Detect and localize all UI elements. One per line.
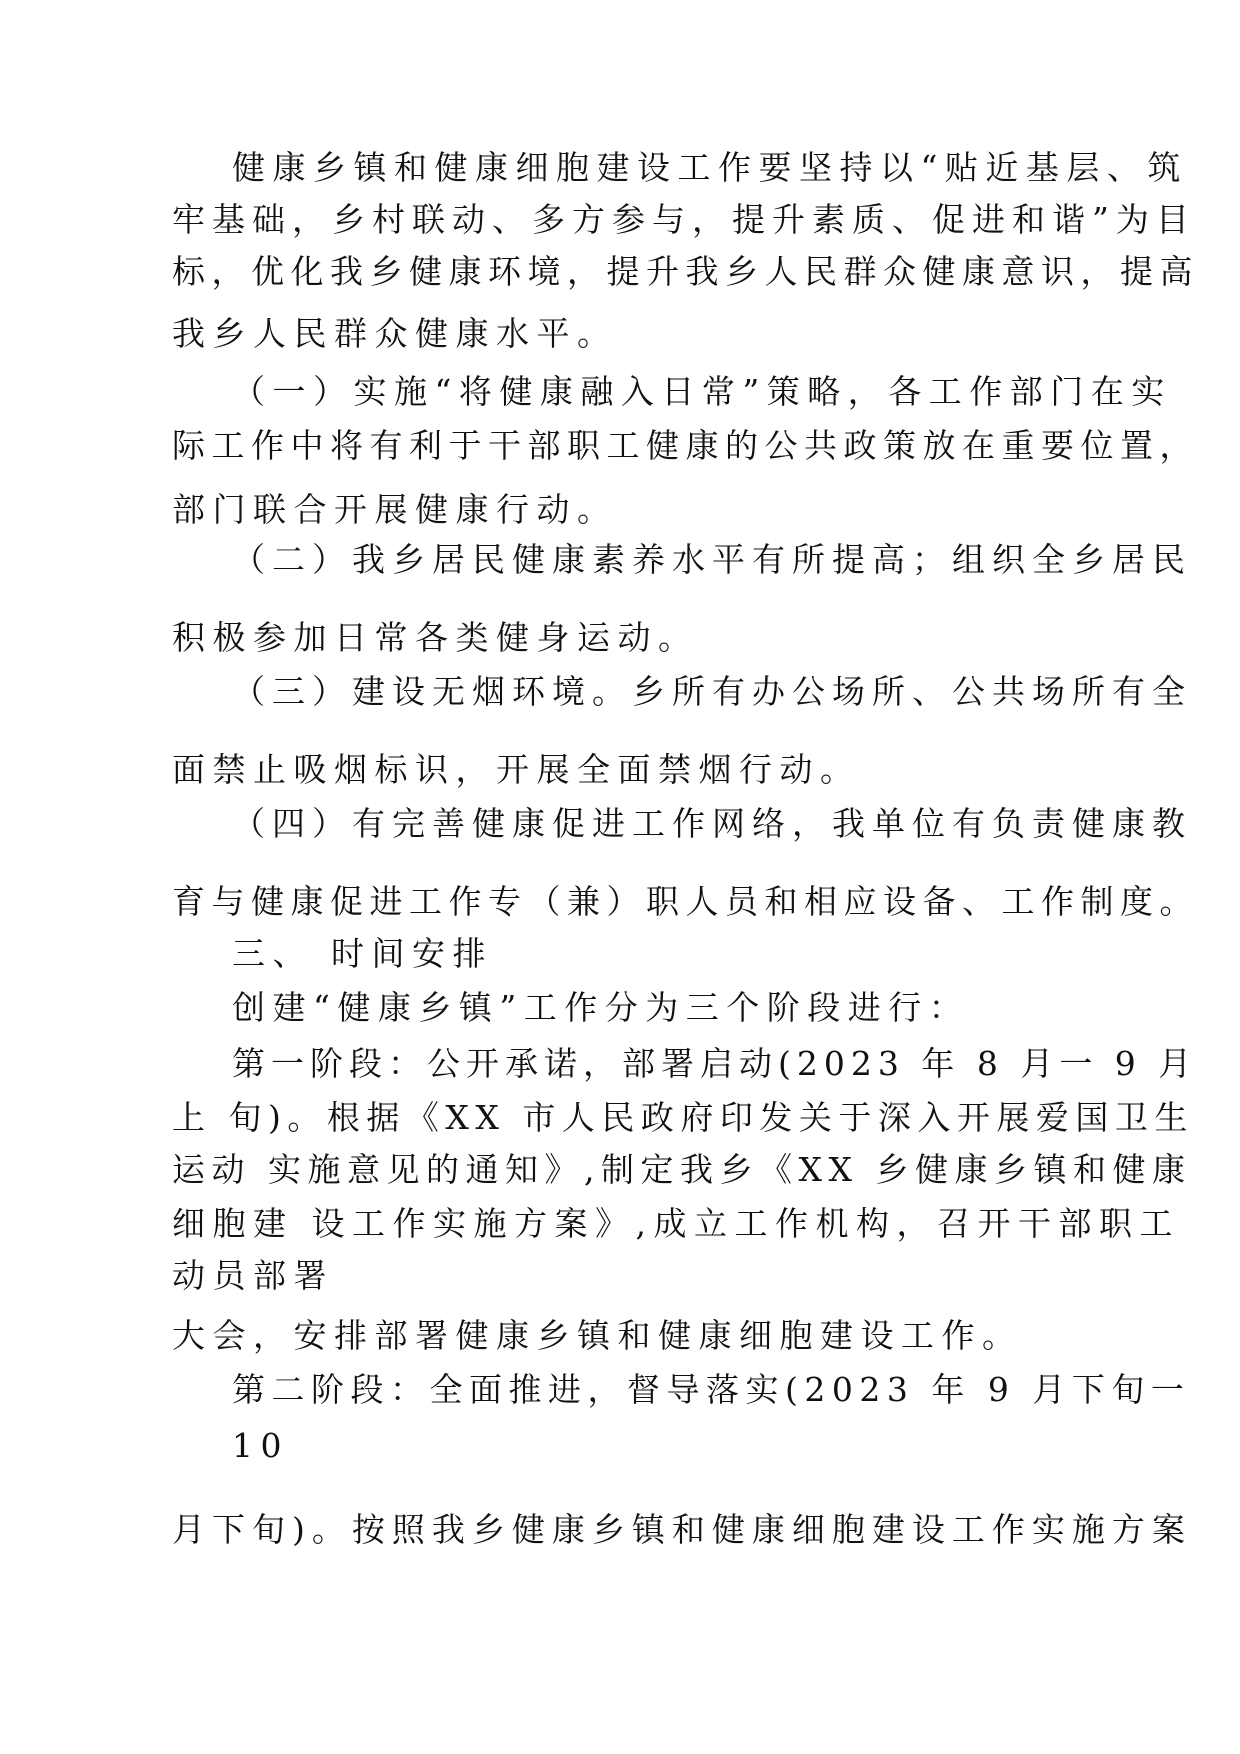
item-3-line-2: 面禁止吸烟标识，开展全面禁烟行动。 (172, 750, 861, 789)
stage-2-line-2: 10 (232, 1426, 289, 1465)
stage-1-line-5: 动员部署 (172, 1256, 334, 1295)
stage-1-line-2: 上 旬)。根据《XX 市人民政府印发关于深入开展爱国卫生 (172, 1098, 1194, 1137)
paragraph-1-line-1: 健康乡镇和健康细胞建设工作要坚持以“贴近基层、筑 (232, 148, 1188, 187)
item-2-line-2: 积极参加日常各类健身运动。 (172, 618, 699, 657)
item-2-line-1: （二）我乡居民健康素养水平有所提高；组织全乡居民 (232, 540, 1192, 579)
item-1-line-1: （一）实施“将健康融入日常”策略，各工作部门在实 (232, 372, 1172, 411)
stage-1-line-4: 细胞建 设工作实施方案》,成立工作机构，召开干部职工 (172, 1204, 1180, 1243)
stage-2-line-3: 月下旬)。按照我乡健康乡镇和健康细胞建设工作实施方案 (172, 1510, 1192, 1549)
section-heading-schedule: 三、 时间安排 (232, 934, 493, 973)
schedule-intro: 创建“健康乡镇”工作分为三个阶段进行： (232, 988, 970, 1027)
item-4-line-2: 育与健康促进工作专（兼）职人员和相应设备、工作制度。 (172, 882, 1199, 921)
paragraph-1-line-4: 我乡人民群众健康水平。 (172, 314, 618, 353)
item-1-line-2: 际工作中将有利于干部职工健康的公共政策放在重要位置， (172, 426, 1199, 465)
item-1-line-3: 部门联合开展健康行动。 (172, 490, 618, 529)
stage-1-line-3: 运动 实施意见的通知》,制定我乡《XX 乡健康乡镇和健康 (172, 1150, 1192, 1189)
stage-2-line-1: 第二阶段：全面推进，督导落实(2023 年 9 月下旬一 (232, 1370, 1191, 1409)
item-4-line-1: （四）有完善健康促进工作网络，我单位有负责健康教 (232, 804, 1192, 843)
stage-1-line-6: 大会，安排部署健康乡镇和健康细胞建设工作。 (172, 1316, 1023, 1355)
paragraph-1-line-3: 标，优化我乡健康环境，提升我乡人民群众健康意识，提高 (172, 252, 1199, 291)
item-3-line-1: （三）建设无烟环境。乡所有办公场所、公共场所有全 (232, 672, 1192, 711)
paragraph-1-line-2: 牢基础，乡村联动、多方参与，提升素质、促进和谐”为目 (172, 200, 1196, 239)
stage-1-line-1: 第一阶段：公开承诺，部署启动(2023 年 8 月一 9 月 (232, 1044, 1198, 1083)
